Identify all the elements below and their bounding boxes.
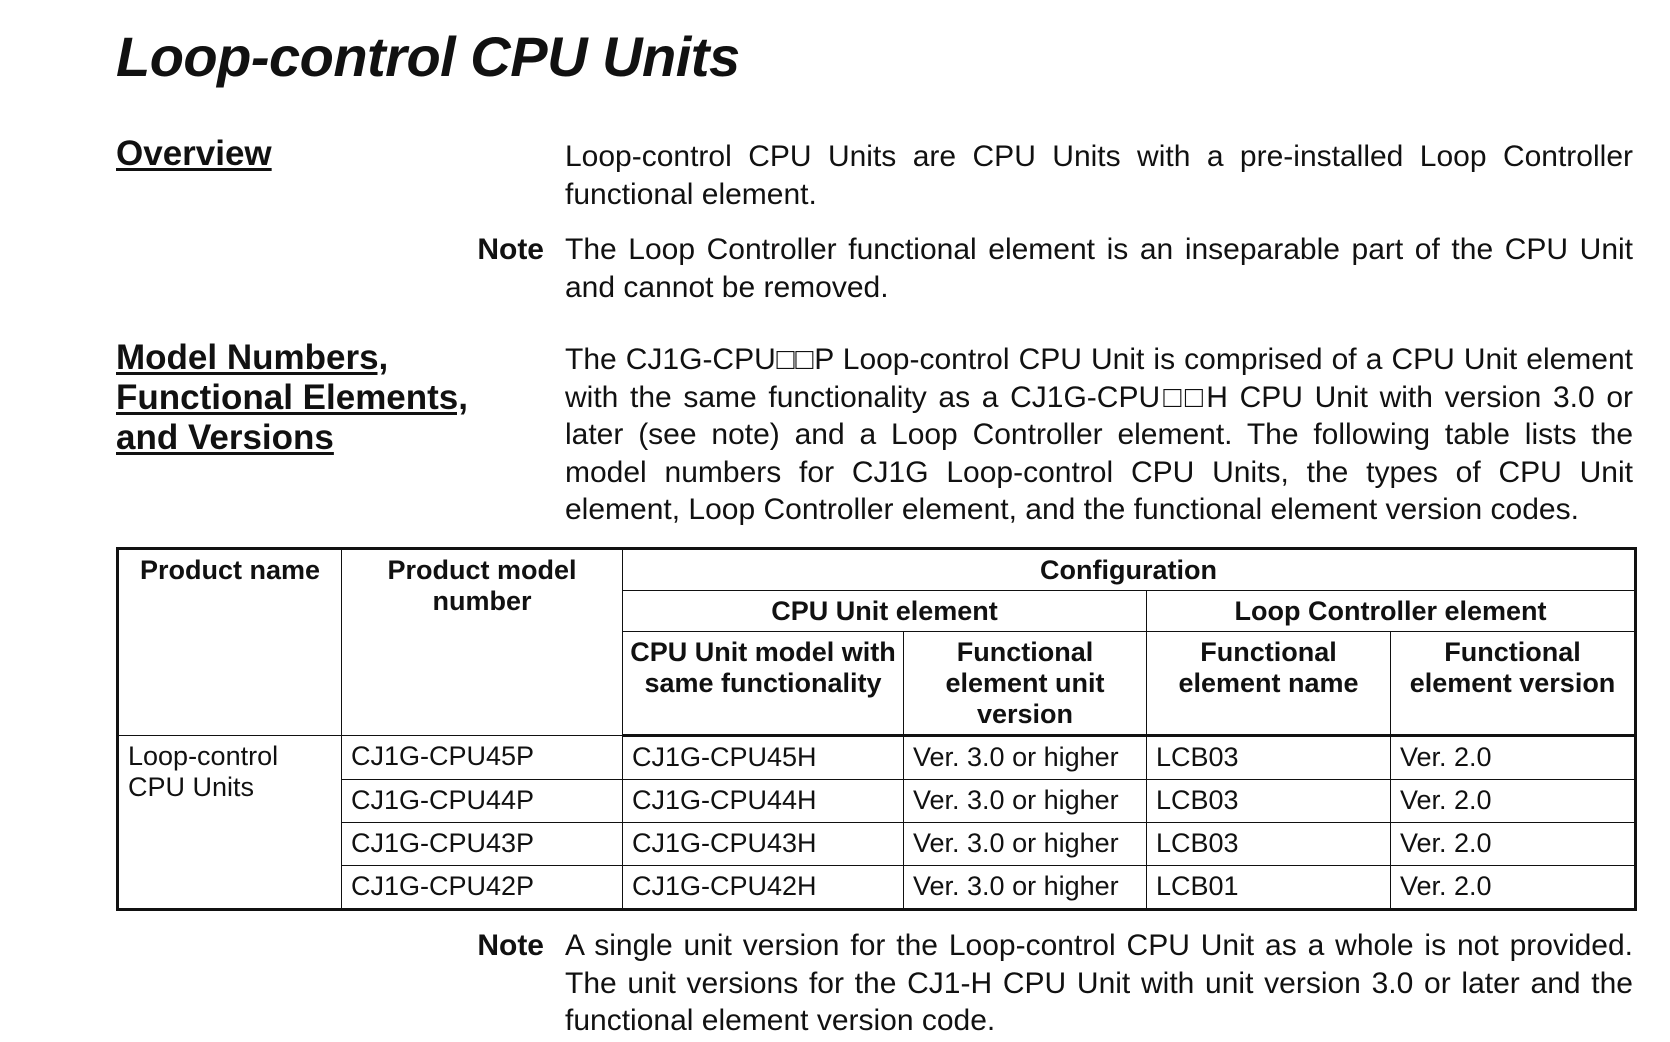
model-cell: CJ1G-CPU42P	[342, 866, 623, 910]
cpu-model-cell: CJ1G-CPU43H	[623, 823, 904, 866]
model-cell: CJ1G-CPU44P	[342, 780, 623, 823]
header-cpu-functional-element-version: Functional element unit version	[904, 632, 1147, 736]
element-version-cell: Ver. 2.0	[1391, 736, 1636, 780]
table-row	[118, 866, 1636, 910]
page-title: Loop-control CPU Units	[116, 25, 740, 88]
table-row	[118, 780, 1636, 823]
model-section-heading	[116, 338, 468, 458]
element-version-cell: Ver. 2.0	[1391, 823, 1636, 866]
header-product-model-number: Product model number	[342, 549, 623, 736]
model-cell: CJ1G-CPU43P	[342, 823, 623, 866]
model-section-heading-line: Functional Elements,	[116, 378, 468, 417]
header-loop-controller-element: Loop Controller element	[1147, 591, 1636, 632]
cpu-model-cell: CJ1G-CPU45H	[623, 736, 904, 780]
bottom-note-label: Note	[477, 929, 544, 962]
table-row	[118, 736, 1636, 780]
unit-version-cell: Ver. 3.0 or higher	[904, 780, 1147, 823]
header-cpu-unit-element: CPU Unit element	[623, 591, 1147, 632]
overview-heading-text: Overview	[116, 134, 272, 173]
overview-note-text: The Loop Controller functional element is an inseparable part of the CPU Unit and cannot be removed.	[565, 233, 1633, 304]
unit-version-cell: Ver. 3.0 or higher	[904, 866, 1147, 910]
element-name-cell: LCB01	[1147, 866, 1391, 910]
cpu-model-cell: CJ1G-CPU42H	[623, 866, 904, 910]
header-configuration: Configuration	[623, 549, 1636, 591]
element-name-cell: LCB03	[1147, 823, 1391, 866]
overview-note-label: Note	[477, 233, 544, 266]
header-functional-element-version: Functional element version	[1391, 632, 1636, 736]
product-name-cell: Loop-control CPU Units	[118, 736, 342, 910]
model-section-heading-line: Model Numbers,	[116, 338, 389, 377]
element-version-cell: Ver. 2.0	[1391, 780, 1636, 823]
unit-version-cell: Ver. 3.0 or higher	[904, 736, 1147, 780]
model-table	[116, 547, 1637, 911]
model-section-heading-line: and Versions	[116, 418, 334, 457]
table-row	[118, 823, 1636, 866]
unit-version-cell: Ver. 3.0 or higher	[904, 823, 1147, 866]
cpu-model-cell: CJ1G-CPU44H	[623, 780, 904, 823]
header-product-name: Product name	[118, 549, 342, 736]
header-cpu-unit-model: CPU Unit model with same functionality	[623, 632, 904, 736]
header-functional-element-name: Functional element name	[1147, 632, 1391, 736]
model-cell: CJ1G-CPU45P	[342, 736, 623, 780]
element-name-cell: LCB03	[1147, 736, 1391, 780]
element-version-cell: Ver. 2.0	[1391, 866, 1636, 910]
bottom-note-text: A single unit version for the Loop-control CPU Unit as a whole is not provided. The unit versions for the CJ1-H CPU Unit with unit version 3.0 or later and the functional element version code.	[565, 929, 1633, 1037]
overview-text: Loop-control CPU Units are CPU Units with a pre-installed Loop Controller functional element.	[565, 140, 1633, 211]
model-section-text: The CJ1G-CPU□□P Loop-control CPU Unit is comprised of a CPU Unit element with the same functionality as a CJ1G-CPU□□H CPU Unit with version 3.0 or later (see note) and a Loop Controller element. The following table lists the model numbers for CJ1G Loop-control CPU Units, the types of CPU Unit element, Loop Controller element, and the functional element version codes.	[565, 343, 1633, 526]
overview-heading	[116, 134, 272, 174]
element-name-cell: LCB03	[1147, 780, 1391, 823]
